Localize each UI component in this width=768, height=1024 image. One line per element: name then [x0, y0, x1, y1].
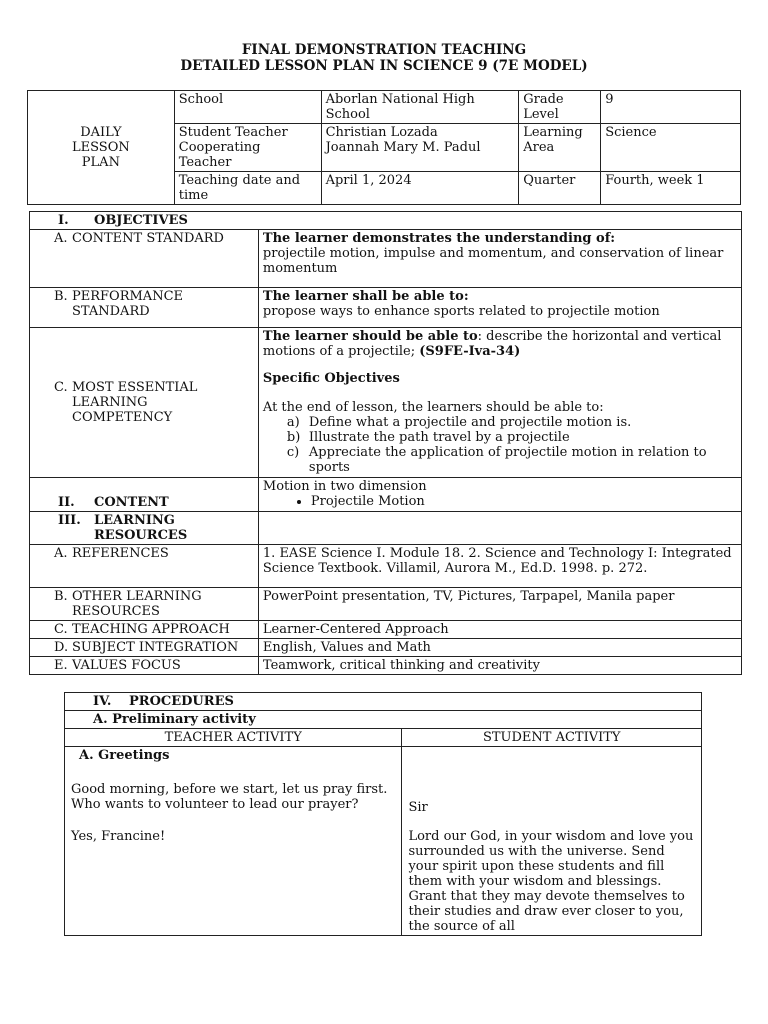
preliminary-activity-heading: A. Preliminary activity	[65, 711, 702, 729]
content-standard-label: A. CONTENT STANDARD	[30, 230, 259, 288]
daily-lesson-plan-label: DAILY LESSON PLAN	[28, 91, 175, 205]
references-label: A. REFERENCES	[30, 545, 259, 588]
teacher-activity-cell: A. Greetings Good morning, before we start, let us pray first. Who wants to volunteer to lead our prayer? Yes, Francine!	[65, 747, 402, 936]
procedures-table	[64, 692, 702, 936]
specific-objectives-list	[263, 415, 737, 475]
references-text: 1. EASE Science I. Module 18. 2. Science and Technology I: Integrated Science Textbook. Villamil, Aurora M., Ed.D. 1998. p. 272.	[258, 545, 741, 588]
info-table	[27, 90, 741, 205]
school-label: School	[174, 91, 321, 124]
teacher-values: Christian Lozada Joannah Mary M. Padul	[321, 124, 519, 172]
learning-area-value: Science	[601, 124, 741, 172]
learning-resources-empty	[258, 512, 741, 545]
doc-title-line1: FINAL DEMONSTRATION TEACHING	[241, 42, 527, 58]
melc-text: The learner should be able to: describe the horizontal and vertical motions of a projectile; (S9FE-Iva-34) Specific Objectives At the end of lesson, the learners should be able to: a) Define what a projectile and projectile motion is. b) Illustrate the path travel by a projectile c) Appreciate the application of projectile motion in relation to sports	[258, 328, 741, 478]
content-standard-text: The learner demonstrates the understanding of: projectile motion, impulse and momentum, and conservation of linear momentum	[258, 230, 741, 288]
teacher-activity-header: TEACHER ACTIVITY	[65, 729, 402, 747]
greetings-title: A. Greetings	[79, 748, 170, 763]
content-heading: II. CONTENT	[30, 478, 259, 512]
school-value: Aborlan National High School	[321, 91, 519, 124]
grade-value: 9	[601, 91, 741, 124]
other-resources-text: PowerPoint presentation, TV, Pictures, Tarpapel, Manila paper	[258, 588, 741, 621]
list-item: b) Illustrate the path travel by a projectile	[286, 430, 570, 445]
content-text: Motion in two dimension • Projectile Motion	[258, 478, 741, 512]
other-resources-label: B. OTHER LEARNING RESOURCES	[30, 588, 259, 621]
melc-label: C. MOST ESSENTIAL LEARNING COMPETENCY	[30, 328, 259, 478]
subject-integration-label: D. SUBJECT INTEGRATION	[30, 639, 259, 657]
values-focus-text: Teamwork, critical thinking and creativity	[258, 657, 741, 675]
performance-standard-text: The learner shall be able to: propose ways to enhance sports related to projectile motion	[258, 288, 741, 328]
quarter-label: Quarter	[519, 172, 601, 205]
doc-title-line2: DETAILED LESSON PLAN IN SCIENCE 9 (7E MODEL)	[180, 58, 588, 74]
student-activity-header: STUDENT ACTIVITY	[402, 729, 702, 747]
objectives-heading: I. OBJECTIVES	[30, 212, 742, 230]
learning-area-label: Learning Area	[519, 124, 601, 172]
date-label: Teaching date and time	[174, 172, 321, 205]
specific-objectives-title: Specific Objectives	[262, 371, 400, 386]
performance-standard-label: B. PERFORMANCE STANDARD	[30, 288, 259, 328]
subject-integration-text: English, Values and Math	[258, 639, 741, 657]
specific-objectives-intro: At the end of lesson, the learners should be able to:	[262, 400, 604, 415]
student-activity-cell: Sir Lord our God, in your wisdom and love you surrounded us with the universe. Send your spirit upon these students and fill them with your wisdom and blessings. Grant that they may devote themselves to their studies and draw ever closer to you, the source of all	[402, 747, 702, 936]
values-focus-label: E. VALUES FOCUS	[30, 657, 259, 675]
learning-resources-heading: III. LEARNING RESOURCES	[30, 512, 259, 545]
teaching-approach-text: Learner-Centered Approach	[258, 621, 741, 639]
procedures-heading: IV. PROCEDURES	[65, 693, 702, 711]
list-item: • Projectile Motion	[311, 494, 737, 509]
list-item: c) Appreciate the application of projectile motion in relation to sports	[286, 445, 707, 475]
grade-label: Grade Level	[519, 91, 601, 124]
objectives-table	[29, 211, 742, 675]
quarter-value: Fourth, week 1	[601, 172, 741, 205]
teaching-approach-label: C. TEACHING APPROACH	[30, 621, 259, 639]
date-value: April 1, 2024	[321, 172, 519, 205]
teacher-labels: Student Teacher Cooperating Teacher	[174, 124, 321, 172]
list-item: a) Define what a projectile and projectile motion is.	[286, 415, 632, 430]
